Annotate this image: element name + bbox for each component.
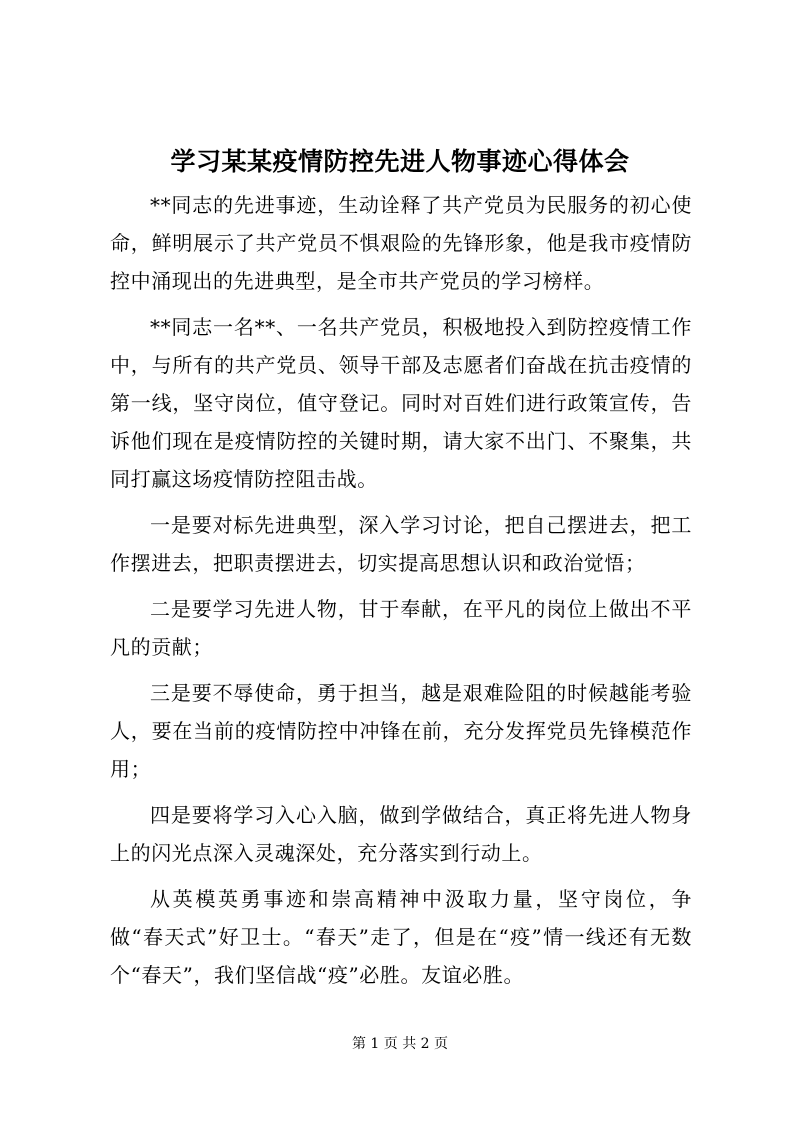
paragraph: 四是要将学习入心入脑，做到学做结合，真正将先进人物身上的闪光点深入灵魂深处，充分落实到行动上。	[110, 803, 692, 865]
document-title: 学习某某疫情防控先进人物事迹心得体会	[170, 147, 630, 176]
paragraph: 三是要不辱使命，勇于担当，越是艰难险阻的时候越能考验人，要在当前的疫情防控中冲锋在前，充分发挥党员先锋模范作用；	[110, 681, 692, 781]
page-number-footer: 第 1 页 共 2 页	[351, 1036, 449, 1052]
paragraph: 二是要学习先进人物，甘于奉献，在平凡的岗位上做出不平凡的贡献；	[110, 597, 692, 659]
document-body	[110, 186, 692, 994]
paragraph: **同志的先进事迹，生动诠释了共产党员为民服务的初心使命，鲜明展示了共产党员不惧艰险的先锋形象，他是我市疫情防控中涌现出的先进典型，是全市共产党员的学习榜样。	[110, 193, 692, 293]
paragraph: **同志一名**、一名共产党员，积极地投入到防控疫情工作中，与所有的共产党员、领导干部及志愿者们奋战在抗击疫情的第一线，坚守岗位，值守登记。同时对百姓们进行政策宣传，告诉他们现在是疫情防控的关键时期，请大家不出门、不聚集，共同打赢这场疫情防控阻击战。	[110, 315, 692, 491]
paragraph: 从英模英勇事迹和崇高精神中汲取力量，坚守岗位，争做“春天式”好卫士。“春天”走了，但是在“疫”情一线还有无数个“春天”，我们坚信战“疫”必胜。友谊必胜。	[110, 887, 692, 987]
paragraph: 一是要对标先进典型，深入学习讨论，把自己摆进去，把工作摆进去，把职责摆进去，切实提高思想认识和政治觉悟；	[110, 513, 692, 575]
